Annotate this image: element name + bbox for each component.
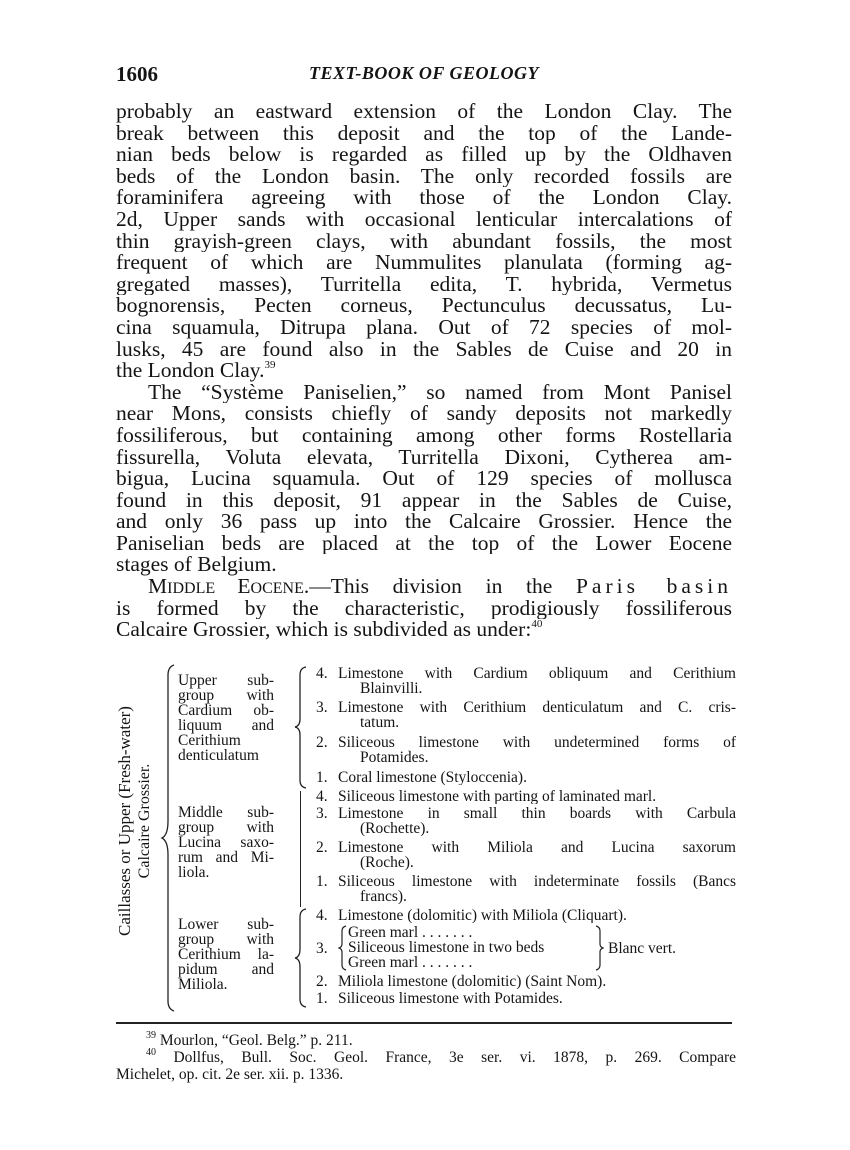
spaced-emphasis: Paris basin [575,576,732,598]
text-line: foraminifera agreeing with those of the London Clay. [116,187,732,209]
bed-upper-3 [316,700,736,730]
bed-number: 1. [316,990,328,1007]
bed-number: 2. [316,839,328,856]
bed-lower-2 [316,974,736,989]
subgroup-middle [178,805,274,880]
bed-text [338,974,736,989]
bed-line: Blainvilli. [360,681,423,697]
bed-number: 2. [316,734,328,751]
bed-number: 1. [316,873,328,890]
bed-line: (Roche). [360,855,414,871]
bed-number: 3. [316,699,328,716]
bed-text [338,700,736,730]
bed-line: Miliola limestone (dolomitic) (Saint Nom). [338,974,607,990]
bed-3-right-brace [594,925,604,971]
subgroup-line: Lower sub- [178,916,274,933]
bed-number: 3. [316,805,328,822]
subgroup-line: group with [178,931,274,948]
bed-text [338,806,736,836]
text-line: fossiliferous, but containing among other forms Rostellaria [116,424,732,447]
footnote-number: 39 [146,1030,156,1041]
footnotes [116,1032,736,1083]
paragraph-london-clay [116,101,732,382]
footnote-text: Dollfus, Bull. Soc. Geol. France, 3e ser. vi. 1878, p. 269. Compare [173,1049,736,1066]
section-heading [148,576,304,598]
bed-line: Coral limestone (Styloccenia). [338,770,527,786]
text-line: and only 36 pass up into the Calcaire Grossier. Hence the [116,511,732,533]
subgroup-line: Cerithium [178,732,241,749]
bed-line: Limestone with Cerithium denticulatum and C. cris- [338,700,736,716]
subgroup-line: liquum and [178,717,274,734]
text-line: Paniselian beds are placed at the top of the Lower Eocene [116,532,732,555]
footnote-40 [116,1049,736,1066]
small-caps-rest: OCENE [250,580,304,598]
outer-bracket [160,663,180,1013]
text-fragment: the London Clay. [116,360,265,382]
text-line: The “Système Paniselien,” so named from Mont Panisel [148,381,732,404]
text-line: 2d, Upper sands with occasional lenticular intercalations of [116,208,732,231]
bed-number: 1. [316,769,328,786]
footnote-rule [116,1022,732,1024]
bed-text [338,908,736,923]
bed-upper-1 [316,770,736,785]
bed-line: Limestone in small thin boards with Carbula [338,806,736,822]
bed-sub-line: Green marl . . . . . . . [348,925,473,941]
bed-line: Siliceous limestone with indeterminate fossils (Bancs [338,874,736,890]
text-line: beds of the London basin. The only recorded fossils are [116,165,732,188]
bed-text [338,874,736,904]
subgroup-line: Cardium ob- [178,702,274,719]
bed-line: Limestone with Miliola and Lucina saxorum [338,840,736,856]
footnote-text: Mourlon, “Geol. Belg.” p. 211. [159,1032,353,1049]
text-line: is formed by the characteristic, prodigiously fossiliferous [116,597,732,620]
text-line: fissurella, Voluta elevata, Turritella Dixoni, Cytherea am- [116,446,732,469]
subgroup-line: Cerithium la- [178,946,274,963]
text-fragment: Calcaire Grossier, which is subdivided as under: [116,619,532,641]
bed-lower-3 [316,925,736,973]
bed-line: Siliceous limestone with Potamides. [338,991,563,1007]
bed-line: francs). [360,889,407,905]
bed-line: tatum. [360,715,400,731]
lower-brace [294,907,310,1009]
footnote-continuation: Michelet, op. cit. 2e ser. xii. p. 1336. [116,1066,344,1083]
bed-line: Limestone with Cardium obliquum and Cerithium [338,666,736,682]
upper-brace [294,665,310,790]
text-line: bigua, Lucina squamula. Out of 129 species of mollusca [116,468,732,490]
small-caps-rest: IDDLE [167,580,238,598]
bed-sub-line: Green marl . . . . . . . [348,955,473,971]
bed-line: Limestone (dolomitic) with Miliola (Cliquart). [338,908,627,924]
subgroup-line: liola. [178,864,210,881]
blanc-vert-label: Blanc vert. [608,940,677,957]
bed-line: Potamides. [360,750,429,766]
subgroup-line: pidum and [178,961,274,978]
small-caps-initial: E [237,576,251,598]
bed-upper-4 [316,666,736,696]
bed-line: Siliceous limestone with parting of laminated marl. [338,789,657,805]
bed-text [338,991,736,1006]
text-line: frequent of which are Nummulites planulata (forming ag- [116,252,732,274]
bed-number: 4. [316,788,328,805]
text-line: cina squamula, Ditrupa plana. Out of 72 species of mol- [116,316,732,339]
middle-rule [300,791,301,907]
bed-middle-3 [316,806,736,836]
bed-line: Siliceous limestone with undetermined forms of [338,735,736,751]
outer-vertical-label: Caillasses or Upper (Fresh-water) [115,706,134,936]
subgroup-line: Middle sub- [178,804,274,821]
text-line [116,360,732,382]
subgroup-upper [178,673,274,763]
text-line [116,619,732,641]
inner-vertical-label: Calcaire Grossier. [136,763,153,879]
text-line: lusks, 45 are found also in the Sables de Cuise and 20 in [116,338,732,361]
bed-3-left-brace [338,925,348,971]
running-title: TEXT-BOOK OF GEOLOGY [308,63,540,83]
text-line: gregated masses), Turritella edita, T. hybrida, Vermetus [116,273,732,296]
text-line [116,576,732,598]
subgroup-line: group with [178,687,274,704]
bed-middle-1 [316,874,736,904]
bed-lower-1 [316,991,736,1006]
bed-lower-4 [316,908,736,923]
bed-text [338,789,736,804]
paragraph-paniselien [116,382,732,576]
text-line: thin grayish-green clays, with abundant fossils, the most [116,230,732,253]
text-line: bognorensis, Pecten corneus, Pectunculus decussatus, Lu- [116,295,732,317]
text-line: stages of Belgium. [116,554,277,577]
bed-text [338,666,736,696]
subgroup-lower [178,917,274,992]
subgroup-line: denticulatum [178,747,259,764]
bed-number: 4. [316,907,328,924]
bed-text [338,770,736,785]
text-line: near Mons, consists chiefly of sandy deposits not markedly [116,403,732,425]
bed-number: 4. [316,665,328,682]
bed-text [338,735,736,765]
bed-text [338,840,736,870]
paragraph-middle-eocene [116,576,732,641]
text-line: found in this deposit, 91 appear in the Sables de Cuise, [116,489,732,512]
subgroup-line: Upper sub- [178,672,274,689]
text-line: probably an eastward extension of the London Clay. The [116,101,732,123]
page-header [116,62,732,88]
bed-3-sublist [348,925,608,971]
text-fragment: .—This division in the [303,576,553,598]
subgroup-line: rum and Mi- [178,849,274,866]
bed-upper-2 [316,735,736,765]
stratigraphy-table [110,663,740,1013]
subgroup-line: group with [178,819,274,836]
bed-line: (Rochette). [360,821,430,837]
body-text [116,101,732,641]
text-line: nian beds below is regarded as filled up by the Oldhaven [116,144,732,166]
footnote-number: 40 [146,1047,156,1058]
footnote-ref: 40 [531,619,543,631]
subgroup-line: Lucina saxo- [178,834,274,851]
small-caps-initial: M [148,576,168,598]
bed-number: 3. [316,940,328,957]
footnote-ref: 39 [264,360,276,372]
bed-middle-2 [316,840,736,870]
bed-sub-line: Siliceous limestone in two beds [348,940,545,956]
footnote-39 [116,1032,736,1049]
page-number: 1606 [116,62,158,86]
bed-number: 2. [316,973,328,990]
subgroup-line: Miliola. [178,976,228,993]
text-line: break between this deposit and the top of the Lande- [116,122,732,145]
bed-middle-4 [316,789,736,804]
